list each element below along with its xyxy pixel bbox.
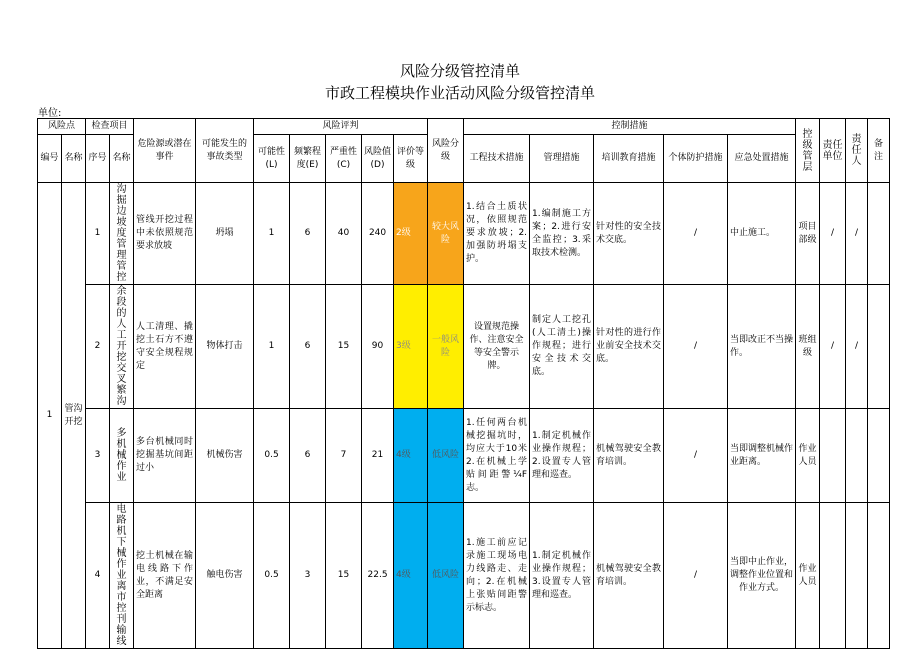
row-frequency: 6 <box>290 285 326 409</box>
row-mgmt: 1.制定机械作业操作规程；3.设置专人管理和巡查。 <box>530 503 594 649</box>
row-eval-level: 4级 <box>394 409 428 503</box>
row-risk-value: 21 <box>362 409 394 503</box>
row-risk-level: 低风险 <box>428 503 464 649</box>
row-resp-unit: / <box>820 183 846 285</box>
header-code: 编号 <box>38 135 62 183</box>
row-risk-value: 90 <box>362 285 394 409</box>
row-hazard: 人工清理、撬挖土石方不遵守安全规程规定 <box>134 285 196 409</box>
row-resp-unit <box>820 503 846 649</box>
row-mgmt: 制定人工挖孔(人工清土)操作规程；进行安全技术交底。 <box>530 285 594 409</box>
row-train: 机械驾驶安全教育培训。 <box>594 503 664 649</box>
row-ppe: / <box>664 183 728 285</box>
header-accident: 可能发生的事故类型 <box>196 119 254 183</box>
row-ppe: / <box>664 285 728 409</box>
row-hazard: 挖土机械在输电线路下作业，不满足安全距离 <box>134 503 196 649</box>
header-train: 培训教育措施 <box>594 135 664 183</box>
row-ppe: / <box>664 409 728 503</box>
row-emerg: 当即调整机械作业距离。 <box>728 409 796 503</box>
header-eval-level: 评价等级 <box>394 135 428 183</box>
row-control-level: 班组级 <box>796 285 820 409</box>
row-hazard: 多台机械同时挖掘基坑间距过小 <box>134 409 196 503</box>
row-remark <box>868 285 890 409</box>
row-eval-level: 4级 <box>394 503 428 649</box>
row-likelihood: 0.5 <box>254 409 290 503</box>
row-mgmt: 1.制定机械作业操作规程；2.设置专人管理和巡查。 <box>530 409 594 503</box>
row-eng: 设置规范操作、注意安全等安全警示牌。 <box>464 285 530 409</box>
header-emerg: 应急处置措施 <box>728 135 796 183</box>
row-likelihood: 0.5 <box>254 503 290 649</box>
table-row <box>38 409 890 503</box>
unit-label: 单位: <box>38 108 62 119</box>
row-seq: 2 <box>86 285 110 409</box>
header-resp-unit: 责任单位 <box>820 119 846 183</box>
header-risk-eval: 风险评判 <box>254 119 428 135</box>
header-frequency: 频繁程度(E) <box>290 135 326 183</box>
row-frequency: 6 <box>290 409 326 503</box>
row-accident: 物体打击 <box>196 285 254 409</box>
row-risk-level: 一般风险 <box>428 285 464 409</box>
row-eng: 1.任何两台机械挖掘坑时，均应大于10米 2.在机械上学贴间距警¼F志。 <box>464 409 530 503</box>
risk-control-table <box>37 118 890 649</box>
row-resp-unit: / <box>820 285 846 409</box>
header-eng: 工程技术措施 <box>464 135 530 183</box>
row-remark <box>868 409 890 503</box>
header-severity: 严重性(C) <box>326 135 362 183</box>
header-hazard: 危险源或潜在事件 <box>134 119 196 183</box>
row-item: 电路机下械作业离市控刊输线 <box>110 503 134 649</box>
header-item-name: 名称 <box>110 135 134 183</box>
header-seq: 序号 <box>86 135 110 183</box>
row-seq: 3 <box>86 409 110 503</box>
row-eval-level: 2级 <box>394 183 428 285</box>
header-control-level: 控级管层 <box>796 119 820 183</box>
row-ppe: / <box>664 503 728 649</box>
row-mgmt: 1.编制施工方案；2.进行安全监控；3.采取技术检测。 <box>530 183 594 285</box>
row-control-level: 作业人员 <box>796 503 820 649</box>
table-row <box>38 183 890 285</box>
row-emerg: 当即改正不当操作。 <box>728 285 796 409</box>
row-remark <box>868 503 890 649</box>
row-item: 多机械作业 <box>110 409 134 503</box>
row-hazard: 管线开挖过程中未依照规范要求放坡 <box>134 183 196 285</box>
header-control: 控制措施 <box>464 119 796 135</box>
row-control-level: 项目部级 <box>796 183 820 285</box>
row-accident: 机械伤害 <box>196 409 254 503</box>
row-train: 机械驾驶安全教育培训。 <box>594 409 664 503</box>
row-likelihood: 1 <box>254 183 290 285</box>
row-remark <box>868 183 890 285</box>
header-resp-person: 责任人 <box>846 119 868 183</box>
row-resp-person <box>846 409 868 503</box>
sub-title: 市政工程模块作业活动风险分级管控清单 <box>324 84 595 102</box>
row-resp-person: / <box>846 183 868 285</box>
row-severity: 7 <box>326 409 362 503</box>
row-accident: 坍塌 <box>196 183 254 285</box>
row-train: 针对性的进行作业前安全技术交底。 <box>594 285 664 409</box>
table-row <box>38 285 890 409</box>
row-severity: 15 <box>326 285 362 409</box>
row-likelihood: 1 <box>254 285 290 409</box>
row-train: 针对性的安全技术交底。 <box>594 183 664 285</box>
row-severity: 15 <box>326 503 362 649</box>
row-accident: 触电伤害 <box>196 503 254 649</box>
row-item: 余段的人工开挖交叉繁沟 <box>110 285 134 409</box>
header-ppe: 个体防护措施 <box>664 135 728 183</box>
header-remark: 备注 <box>868 119 890 183</box>
main-title: 风险分级管控清单 <box>399 62 520 80</box>
row-resp-person: / <box>846 285 868 409</box>
row-seq: 4 <box>86 503 110 649</box>
row-resp-person <box>846 503 868 649</box>
row-eng: 1.施工前应记录施工现场电力线路走、走向；2.在机械上张贴间距警示标志。 <box>464 503 530 649</box>
group-name: 管沟开挖 <box>62 183 86 649</box>
row-severity: 40 <box>326 183 362 285</box>
header-risk-point: 风险点 <box>38 119 86 135</box>
row-risk-value: 240 <box>362 183 394 285</box>
row-control-level: 作业人员 <box>796 409 820 503</box>
header-check-item: 检查项目 <box>86 119 134 135</box>
row-seq: 1 <box>86 183 110 285</box>
row-risk-level: 低风险 <box>428 409 464 503</box>
header-likelihood: 可能性(L) <box>254 135 290 183</box>
row-eval-level: 3级 <box>394 285 428 409</box>
row-frequency: 3 <box>290 503 326 649</box>
row-emerg: 中止施工。 <box>728 183 796 285</box>
row-item: 沟掘边坡度管理管控 <box>110 183 134 285</box>
row-risk-level: 较大风险 <box>428 183 464 285</box>
row-frequency: 6 <box>290 183 326 285</box>
row-emerg: 当即中止作业，调整作业位置和作业方式。 <box>728 503 796 649</box>
header-risk-level: 风险分级 <box>428 119 464 183</box>
row-risk-value: 22.5 <box>362 503 394 649</box>
header-mgmt: 管理措施 <box>530 135 594 183</box>
row-eng: 1.结合土质状况，依照规范要求放坡；2.加强防坍塌支护。 <box>464 183 530 285</box>
table-row <box>38 503 890 649</box>
row-resp-unit <box>820 409 846 503</box>
header-name: 名称 <box>62 135 86 183</box>
group-code: 1 <box>38 183 62 649</box>
header-risk-value: 风险值(D) <box>362 135 394 183</box>
